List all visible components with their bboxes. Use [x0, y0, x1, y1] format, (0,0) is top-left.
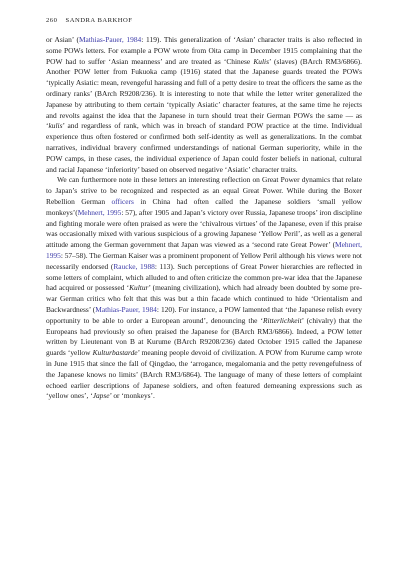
page-number: 260 — [46, 17, 58, 24]
text-run: ’ (meaning civilization), which had already been doubted by some pre-war German critics who felt that this was but a thin facade which continued to hide ‘Orientalism and Backwardness’ ( — [46, 283, 362, 314]
italic-term: Kulis — [253, 56, 269, 66]
text-run: : 57–58). The German Kaiser was a prominent proponent of Yellow Peril although his views were not necessarily endorsed ( — [46, 250, 362, 271]
citation-link[interactable]: Mathias-Pauer, 1984 — [95, 304, 157, 314]
text-run: in China had often called the Japanese soldiers ‘small yellow monkeys’( — [46, 196, 363, 217]
text-run: ’ meaning people devoid of civilization. A POW from Kurume camp wrote in June 1915 that since the fall of Qingdao, the ‘arrogance, megalomania and the petty revengefulness of the Japanese knows no limits’ (BArch RM3/6864). The language of many of these letters of complaint echoed earlier descriptions of Japanese soldiers, and often featured demeaning expressions such as ‘yellow ones’, ‘ — [46, 348, 362, 401]
citation-link[interactable]: Mathias-Pauer, 1984 — [78, 35, 142, 44]
text-run: ’ (chivalry) that the Europeans had previously so often praised the Japanese for (BArch RM3/6866). Indeed, a POW letter written by Lieutenant von B at Kurume (BArch R9208/236) dated October 1915 called the Japanese guards ‘yellow — [46, 315, 362, 358]
text-run: or Asian’ ( — [46, 35, 79, 44]
citation-link[interactable]: Mehnert, 1995 — [46, 240, 362, 260]
italic-term: Japse — [92, 391, 110, 401]
italic-term: Kultur — [129, 283, 149, 293]
running-head-author: SANDRA BARKHOF — [65, 17, 133, 24]
citation-link[interactable]: officers — [111, 196, 134, 206]
italic-term: Kulturbastarde — [92, 348, 138, 358]
text-run: ’ or ‘monkeys’. — [109, 391, 155, 401]
citation-link[interactable]: Raucke, 1988 — [113, 261, 155, 271]
running-head — [46, 12, 362, 30]
body-text — [46, 35, 362, 402]
text-run: ’ and regardless of rank, which was in breach of standard POW practice at the time. Individual experience thus often fostered or confirmed both self-identity as well as generalizations. In the combat narratives, individual bravery confirmed understandings of national German superiority, while in the POW camps, in these cases, the individual experience of Japan could foster beliefs in national, cultural and racial Japanese ‘inferiority’ based on observed negative ‘Asiatic’ character traits. — [46, 121, 362, 174]
text-run: : 120). For instance, a POW lamented that ‘the Japanese relish every opportunity to be able to order a European around’, denouncing the ‘ — [46, 304, 363, 325]
paragraph — [46, 175, 362, 402]
paragraph — [46, 35, 362, 175]
text-run: : 119). This generalization of ‘Asian’ character traits is also reflected in some POWs letters. For example a POW wrote from Oita camp in December 1915 complaining that the POW had to suffer ‘Asian meanness’ and are treated as ‘Chinese — [46, 35, 363, 66]
text-run: ’ (slaves) (BArch RM3/6866). Another POW letter from Fukuoka camp (1916) stated that the Japanese guards treated the POWs ‘typically Asiatic: mean, revengeful harassing and full of a petty desire to treat the officers the same as the ordinary ranks’ (BArch R9208/236). It is interesting to note that while the letter writer generalized the Japanese by attributing to them certain ‘typically Asiatic’ character features, at the same time he rejects and revolts against the idea that the Japanese in turn should treat their German POWs the same — as ‘ — [46, 56, 362, 131]
italic-term: Ritterlichkeit — [262, 315, 302, 325]
text-run: : 113). Such perceptions of Great Power hierarchies are reflected in some letters of complaint, which alluded to and often criticize the common pre-war idea that the Japanese had acquired or possessed ‘ — [46, 261, 362, 293]
italic-term: kulis — [48, 121, 63, 131]
text-run: We can furthermore note in these letters an interesting reflection on Great Power dynamics that relate to Japan’s strive to be recognized and respected as an equal Great Power. While during the Boxer Rebellion German — [46, 175, 362, 206]
citation-link[interactable]: Mehnert, 1995 — [77, 207, 122, 217]
book-page — [46, 12, 362, 402]
text-run: : 57), after 1905 and Japan’s victory over Russia, Japanese troops’ iron discipline and fighting morale were often praised as were the ‘chivalrous virtues’ of the Japanese, even if this praise was occasionally mixed with various suspicious of a growing Japanese ‘Yellow Peril’, as well as a general attitude among the German government that Japan was viewed as a ‘second rate Great Power’ ( — [46, 207, 362, 250]
